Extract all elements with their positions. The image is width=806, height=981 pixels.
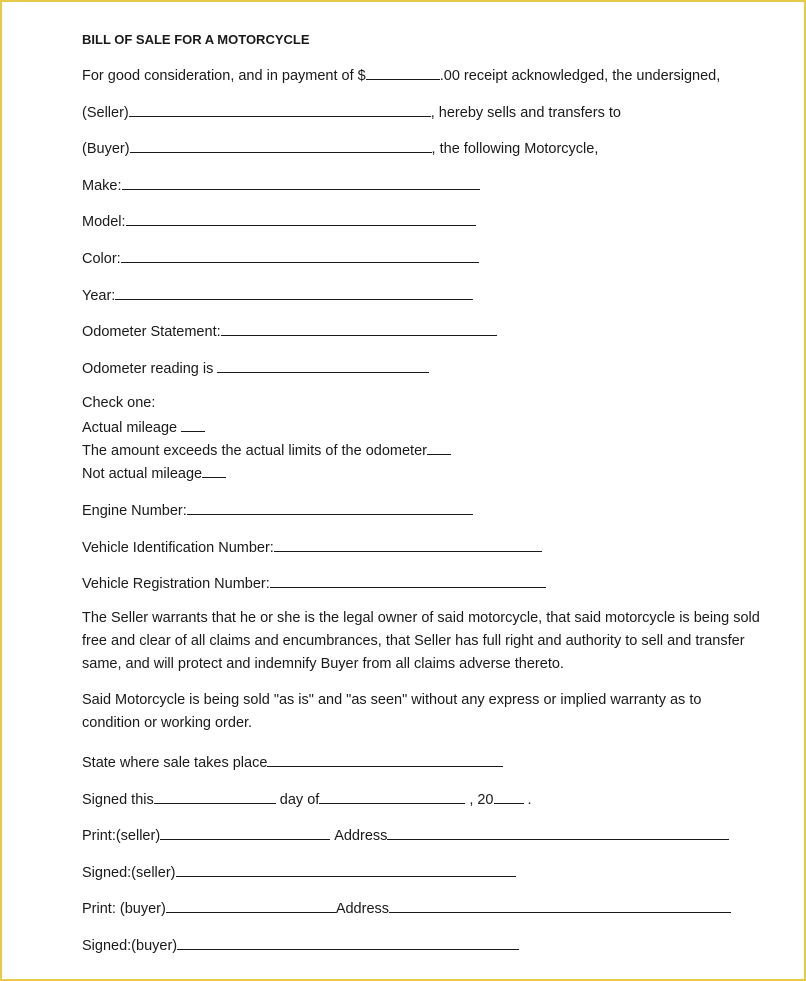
payment-amount-blank[interactable] [366,65,440,80]
buyer-line [82,138,598,158]
consideration-prefix: For good consideration, and in payment of $ [82,68,366,84]
seller-address-blank[interactable] [387,825,729,840]
signed-day-blank[interactable] [154,789,276,804]
registration-blank[interactable] [270,573,546,588]
year-line [82,285,473,305]
print-buyer-blank[interactable] [166,898,336,913]
state-line [82,752,503,772]
signed-buyer-line [82,935,519,955]
check-option-label: The amount exceeds the actual limits of the odometer [82,443,427,459]
signed-seller-blank[interactable] [176,862,516,877]
signed-this-label: Signed this [82,792,154,808]
odometer-statement-label: Odometer Statement: [82,324,221,340]
make-line [82,175,480,195]
registration-label: Vehicle Registration Number: [82,576,270,592]
buyer-name-blank[interactable] [130,138,432,153]
state-blank[interactable] [267,752,503,767]
color-blank[interactable] [121,248,479,263]
model-line [82,211,476,231]
odometer-statement-blank[interactable] [221,321,497,336]
consideration-line [82,65,720,85]
check-option-label: Actual mileage [82,420,178,436]
make-label: Make: [82,178,122,194]
year-blank[interactable] [115,285,473,300]
color-label: Color: [82,251,121,267]
registration-line [82,573,546,593]
year-label: Year: [82,288,116,304]
check-one-heading: Check one: [82,395,156,411]
check-option-actual-mileage [82,417,205,437]
seller-name-blank[interactable] [129,102,431,117]
signed-year-blank[interactable] [494,789,524,804]
make-blank[interactable] [122,175,480,190]
year-prefix-label: , 20 [469,792,494,808]
odometer-reading-label: Odometer reading is [82,361,214,377]
check-option-not-actual [82,463,226,483]
signed-month-blank[interactable] [319,789,465,804]
model-label: Model: [82,214,126,230]
engine-number-label: Engine Number: [82,503,187,519]
buyer-label: (Buyer) [82,141,130,157]
document-title: BILL OF SALE FOR A MOTORCYCLE [82,32,310,47]
print-buyer-line [82,898,731,918]
buyer-address-label: Address [335,901,390,917]
check-blank-exceeds-limits[interactable] [427,440,451,455]
day-of-label: day of [279,792,320,808]
odometer-statement-line [82,321,497,341]
print-seller-label: Print:(seller) [82,828,161,844]
seller-label: (Seller) [82,105,129,121]
signed-seller-label: Signed:(seller) [82,865,176,881]
odometer-reading-blank[interactable] [217,358,429,373]
seller-suffix: , hereby sells and transfers to [430,105,621,121]
print-seller-blank[interactable] [160,825,330,840]
engine-number-blank[interactable] [187,500,473,515]
print-seller-line [82,825,729,845]
as-is-paragraph: Said Motorcycle is being sold "as is" and "as seen" without any express or implied warranty as to condition or working order. [82,692,702,731]
check-option-label: Not actual mileage [82,466,203,482]
signed-date-line [82,789,532,809]
signed-date-end: . [527,792,532,808]
warranty-paragraph: The Seller warrants that he or she is the legal owner of said motorcycle, that said motorcycle is being sold free and clear of all claims and encumbrances, that Seller has full right and authority to sell and transfer same, and will protect and indemnify Buyer from all claims adverse thereto. [82,610,760,672]
seller-line [82,102,621,122]
vin-blank[interactable] [274,537,542,552]
buyer-suffix: , the following Motorcycle, [431,141,599,157]
consideration-suffix: .00 receipt acknowledged, the undersigned, [439,68,721,84]
signed-buyer-label: Signed:(buyer) [82,938,178,954]
check-option-exceeds-limits [82,440,451,460]
signed-buyer-blank[interactable] [177,935,519,950]
odometer-reading-line [82,358,429,378]
color-line [82,248,479,268]
state-label: State where sale takes place [82,755,268,771]
check-blank-actual-mileage[interactable] [181,417,205,432]
vin-label: Vehicle Identification Number: [82,540,274,556]
vin-line [82,537,542,557]
buyer-address-blank[interactable] [389,898,731,913]
seller-address-label: Address [334,828,388,844]
signed-seller-line [82,862,516,882]
check-blank-not-actual[interactable] [202,463,226,478]
print-buyer-label: Print: (buyer) [82,901,166,917]
model-blank[interactable] [126,211,476,226]
engine-number-line [82,500,473,520]
